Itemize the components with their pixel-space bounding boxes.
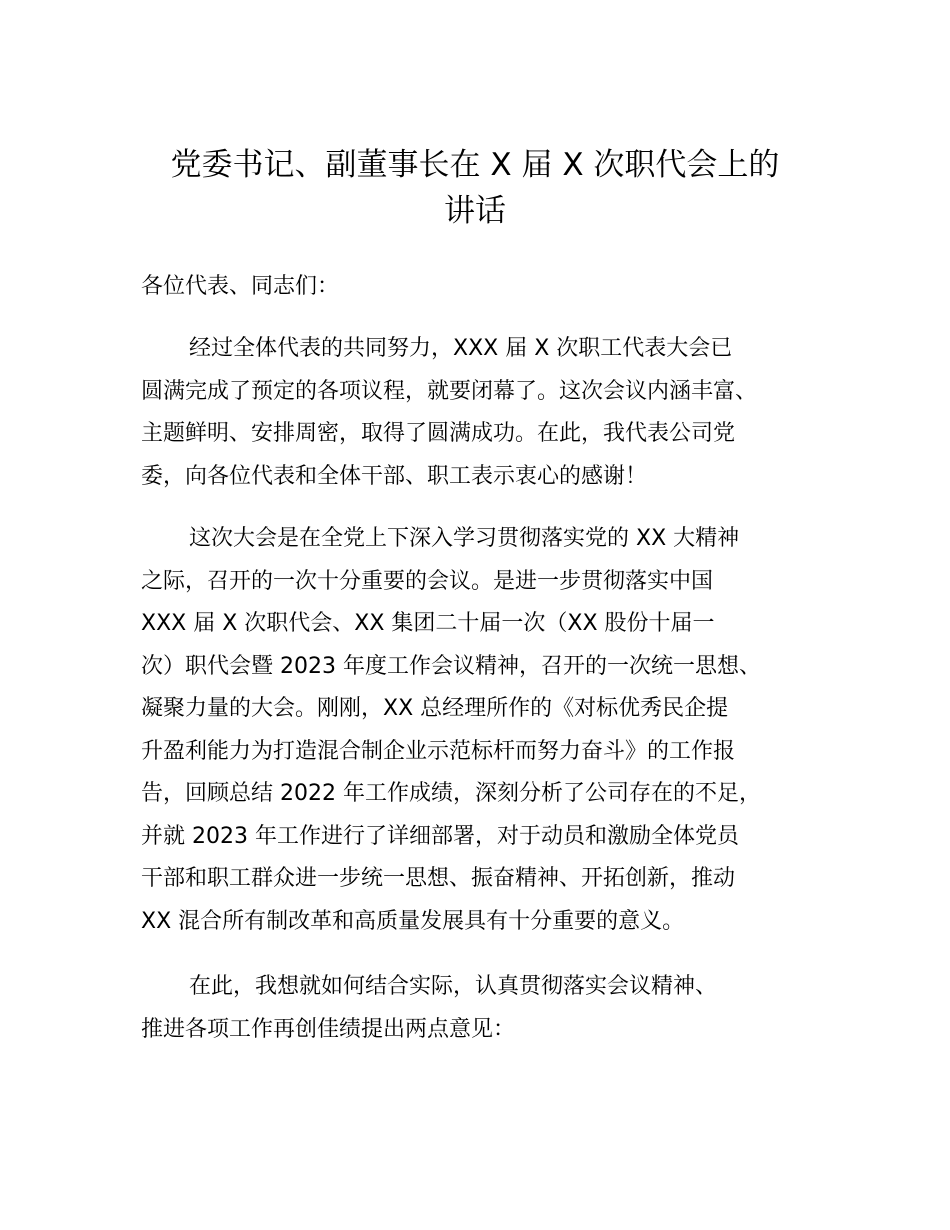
paragraph-3	[141, 966, 841, 1051]
paragraph-line: 升盈利能力为打造混合制企业示范标杆而努力奋斗》的工作报	[141, 738, 736, 764]
paragraph-line: XX 混合所有制改革和高质量发展具有十分重要的意义。	[141, 908, 685, 934]
paragraph-line: 主题鲜明、安排周密，取得了圆满成功。在此，我代表公司党	[141, 421, 736, 446]
paragraph-line: 凝聚力量的大会。刚刚，XX 总经理所作的《对标优秀民企提	[141, 696, 729, 721]
paragraph-line: XXX 届 X 次职代会、XX 集团二十届一次（XX 股份十届一	[141, 611, 715, 636]
title-line-2: 讲话	[444, 193, 506, 229]
paragraph-line: 经过全体代表的共同努力，XXX 届 X 次职工代表大会已	[189, 336, 733, 361]
paragraph-line: 并就 2023 年工作进行了详细部署，对于动员和激励全体党员	[141, 823, 739, 849]
paragraph-line: 干部和职工群众进一步统一思想、振奋精神、开拓创新，推动	[141, 866, 736, 891]
paragraph-1	[141, 328, 841, 498]
paragraph-line: 之际，召开的一次十分重要的会议。是进一步贯彻落实中国	[141, 568, 714, 594]
paragraph-2	[141, 518, 841, 943]
title-line-1: 党委书记、副董事长在 X 届 X 次职代会上的	[170, 147, 780, 183]
paragraph-line: 次）职代会暨 2023 年度工作会议精神，召开的一次统一思想、	[141, 653, 761, 679]
paragraph-line: 这次大会是在全党上下深入学习贯彻落实党的 XX 大精神	[189, 526, 740, 551]
paragraph-line: 委，向各位代表和全体干部、职工表示衷心的感谢！	[141, 463, 648, 489]
document-title	[100, 142, 850, 234]
paragraph-line: 告，回顾总结 2022 年工作成绩，深刻分析了公司存在的不足，	[141, 781, 761, 806]
paragraph-line: 圆满完成了预定的各项议程，就要闭幕了。这次会议内涵丰富、	[141, 378, 758, 404]
paragraph-line: 推进各项工作再创佳绩提出两点意见：	[141, 1016, 516, 1042]
salutation: 各位代表、同志们：	[141, 274, 340, 299]
paragraph-line: 在此，我想就如何结合实际，认真贯彻落实会议精神、	[189, 974, 718, 999]
